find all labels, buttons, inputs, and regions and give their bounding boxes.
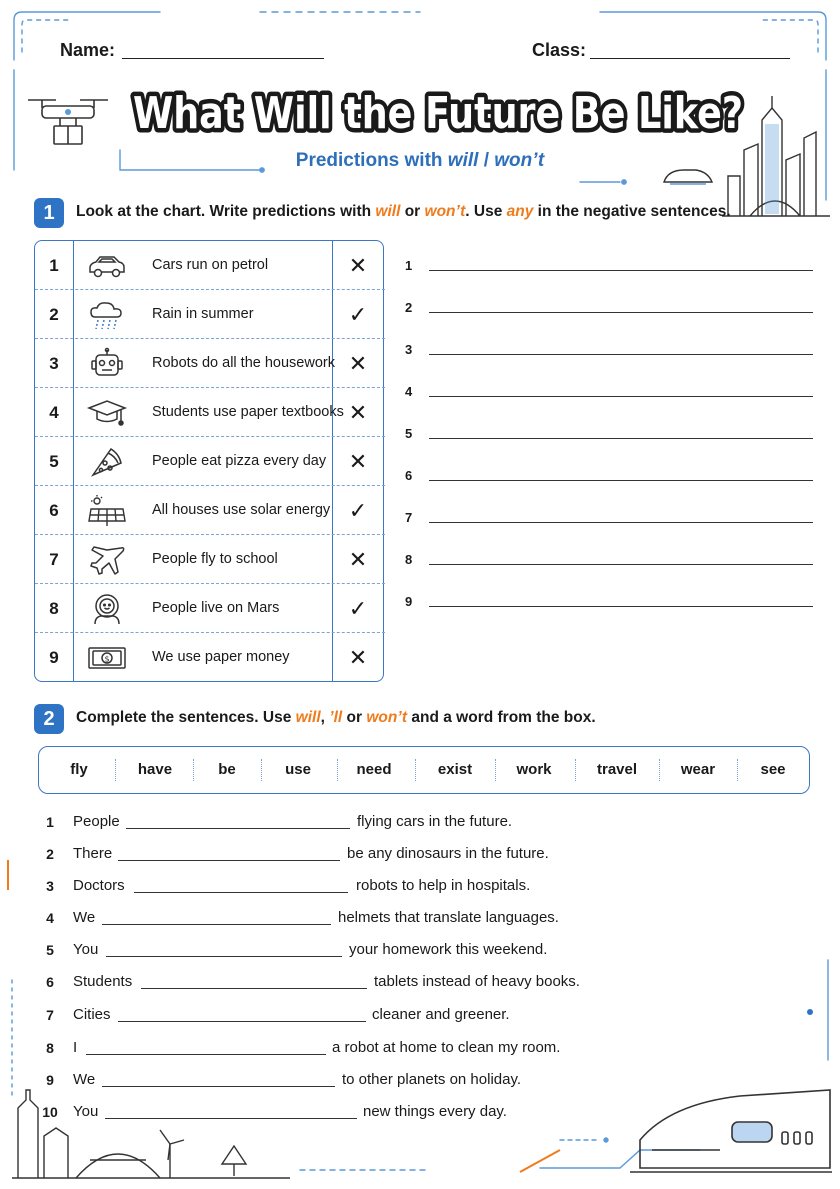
blank-line[interactable] [126, 828, 350, 829]
row-mark: ✕ [348, 400, 368, 425]
blank-line[interactable] [141, 988, 367, 989]
blank-line[interactable] [106, 956, 342, 957]
row-text: Rain in summer [152, 306, 254, 322]
svg-text:$: $ [104, 654, 110, 664]
row-text: We use paper money [152, 649, 290, 665]
solar-panel-icon [87, 495, 127, 527]
pizza-icon [87, 446, 127, 478]
word-box-item: need [356, 761, 392, 778]
word-box-item: be [218, 761, 236, 778]
row-number: 1 [49, 256, 59, 275]
sentence-row: 9 We to other planets on holiday. [46, 1071, 522, 1088]
subtitle-slash: / [478, 150, 495, 171]
word-box-item: wear [680, 761, 716, 778]
answer-line[interactable]: 1 [405, 258, 813, 278]
row-mark: ✕ [348, 645, 368, 670]
chart-row [35, 437, 385, 486]
row-mark: ✕ [348, 449, 368, 474]
name-class-row [60, 38, 790, 64]
answer-line[interactable]: 9 [405, 594, 813, 614]
graduation-cap-icon [87, 397, 127, 429]
row-number: 4 [49, 403, 59, 422]
word-box-item: use [285, 761, 311, 778]
sentence-row: 2 There be any dinosaurs in the future. [46, 845, 549, 862]
row-text: Students use paper textbooks [152, 404, 344, 420]
bullet-train-icon [630, 1090, 832, 1172]
answer-line[interactable]: 3 [405, 342, 813, 362]
sentence-row: 10 You new things every day. [42, 1103, 507, 1120]
sentence-row: 7 Cities cleaner and greener. [46, 1006, 510, 1023]
blank-line[interactable] [118, 1021, 366, 1022]
chart-row [35, 584, 385, 633]
row-mark: ✓ [348, 596, 368, 621]
answer-line[interactable]: 4 [405, 384, 813, 404]
word-box [38, 746, 810, 794]
flying-car-icon [664, 170, 712, 184]
row-number: 7 [49, 550, 59, 569]
astronaut-icon [87, 593, 127, 625]
banknote-icon [87, 642, 127, 674]
class-label: Class: [532, 40, 587, 60]
section-1-heading [34, 198, 794, 228]
class-input-line[interactable] [590, 58, 790, 59]
chart-row [35, 241, 385, 290]
row-number: 3 [49, 354, 59, 373]
rain-cloud-icon [87, 299, 127, 331]
row-mark: ✕ [348, 547, 368, 572]
row-text: Robots do all the housework [152, 355, 335, 371]
answer-line[interactable]: 2 [405, 300, 813, 320]
word-box-item: fly [70, 761, 88, 778]
chart-row [35, 535, 385, 584]
page-subtitle [0, 150, 840, 172]
word-box-item: travel [596, 761, 638, 778]
row-number: 6 [49, 501, 59, 520]
drone-icon [28, 100, 108, 144]
row-text: People eat pizza every day [152, 453, 327, 469]
word-box-item: see [760, 761, 786, 778]
row-mark: ✓ [348, 498, 368, 523]
row-number: 9 [49, 648, 59, 667]
svg-text:What Will the Future Be Like?: What Will the Future Be Like? [133, 88, 743, 139]
chart-row [35, 290, 385, 339]
prediction-chart [34, 240, 384, 682]
row-mark: ✓ [348, 302, 368, 327]
blank-line[interactable] [105, 1118, 357, 1119]
row-text: People fly to school [152, 551, 278, 567]
row-number: 8 [49, 599, 59, 618]
sentence-row: 4 We helmets that translate languages. [46, 909, 559, 926]
row-text: Cars run on petrol [152, 257, 269, 273]
answer-line[interactable]: 5 [405, 426, 813, 446]
word-box-item: exist [437, 761, 473, 778]
row-mark: ✕ [348, 253, 368, 278]
chart-row [35, 633, 385, 682]
subtitle-will: will [447, 150, 479, 171]
chart-row [35, 388, 385, 437]
subtitle-wont: won’t [494, 150, 545, 171]
chart-row [35, 486, 385, 535]
blank-line[interactable] [86, 1054, 326, 1055]
blank-line[interactable] [102, 1086, 335, 1087]
chart-row [35, 339, 385, 388]
sentence-row: 5 You your homework this weekend. [46, 941, 548, 958]
car-icon [87, 250, 127, 282]
word-box-item: work [516, 761, 552, 778]
blank-line[interactable] [102, 924, 331, 925]
sentence-row: 6 Students tablets instead of heavy books. [46, 973, 580, 990]
row-mark: ✕ [348, 351, 368, 376]
robot-icon [87, 348, 127, 380]
row-number: 5 [49, 452, 59, 471]
sentence-row: 3 Doctors robots to help in hospitals. [46, 877, 531, 894]
section-1-instructions: Look at the chart. Write predictions with will or won’t. Use any in the negative sentences. [76, 203, 731, 220]
section-2-number: 2 [34, 704, 64, 734]
subtitle-text: Predictions with [295, 150, 448, 171]
section-1-number: 1 [34, 198, 64, 228]
row-text: People live on Mars [152, 600, 280, 616]
answer-line[interactable]: 7 [405, 510, 813, 530]
answer-line[interactable]: 8 [405, 552, 813, 572]
sentence-row: 8 I a robot at home to clean my room. [46, 1039, 561, 1056]
row-text: All houses use solar energy [152, 502, 331, 518]
row-number: 2 [49, 305, 59, 324]
name-input-line[interactable] [122, 58, 324, 59]
blank-line[interactable] [134, 892, 348, 893]
section-2-heading [34, 704, 794, 734]
blank-line[interactable] [118, 860, 340, 861]
answer-line[interactable]: 6 [405, 468, 813, 488]
sentence-row: 1 People flying cars in the future. [46, 813, 513, 830]
word-box-item: have [137, 761, 173, 778]
section-2-instructions: Complete the sentences. Use will, ’ll or won’t and a word from the box. [76, 709, 596, 726]
name-label: Name: [60, 40, 116, 60]
airplane-icon [87, 544, 127, 576]
page-title [118, 76, 758, 150]
